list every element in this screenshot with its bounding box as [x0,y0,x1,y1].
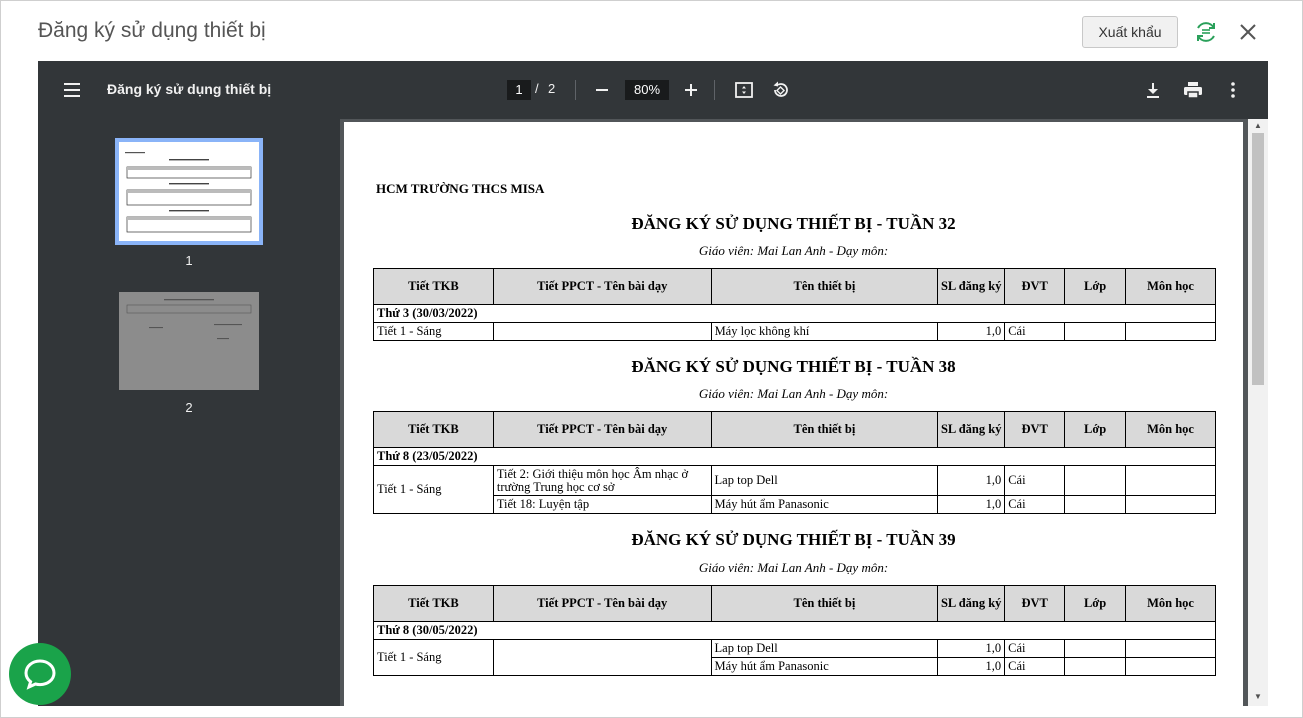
table-header-row [374,586,1216,622]
column-header: Môn học [1126,269,1216,305]
section-subtitle: Giáo viên: Mai Lan Anh - Dạy môn: [698,386,889,401]
plus-icon [683,82,699,98]
class-cell [1065,496,1126,514]
table-header-row [374,269,1216,305]
more-options-button[interactable] [1221,78,1245,102]
print-button[interactable] [1181,78,1205,102]
hamburger-icon [62,80,84,100]
refresh-button[interactable] [1192,18,1220,46]
quantity-cell: 1,0 [938,466,1005,496]
scrollbar-thumb[interactable] [1252,133,1264,385]
column-header: Tên thiết bị [711,269,938,305]
day-cell: Thứ 8 (23/05/2022) [374,448,1216,466]
close-icon [1238,22,1258,42]
unit-cell: Cái [1005,658,1065,676]
column-header: Tiết TKB [374,269,494,305]
print-icon [1183,81,1203,99]
section-title: ĐĂNG KÝ SỬ DỤNG THIẾT BỊ - TUẦN 32 [631,214,956,233]
quantity-cell: 1,0 [938,323,1005,341]
section-title: ĐĂNG KÝ SỬ DỤNG THIẾT BỊ - TUẦN 38 [631,357,956,376]
lesson-cell: Tiết 2: Giới thiệu môn học Âm nhạc ở trường Trung học cơ sở [493,466,711,496]
unit-cell: Cái [1005,496,1065,514]
chat-button[interactable] [9,643,71,705]
zoom-out-button[interactable] [590,78,614,102]
school-name: HCM TRƯỜNG THCS MISA [376,181,545,196]
zoom-input[interactable]: 80% [625,80,669,100]
column-header: Tiết TKB [374,412,494,448]
day-row [374,305,1216,323]
period-cell: Tiết 1 - Sáng [374,323,494,341]
chat-bubble-icon [23,657,57,691]
quantity-cell: 1,0 [938,658,1005,676]
download-icon [1144,81,1162,99]
export-button[interactable]: Xuất khẩu [1082,16,1178,48]
device-cell: Máy lọc không khí [711,323,938,341]
thumbnail-label-1: 1 [185,253,193,268]
column-header: SL đăng ký [938,269,1005,305]
day-row [374,448,1216,466]
column-header: Tiết PPCT - Tên bài dạy [493,269,711,305]
table-header-row [374,412,1216,448]
column-header: Môn học [1126,412,1216,448]
scroll-up-icon[interactable]: ▲ [1254,121,1262,130]
document-page [344,122,1243,706]
pdf-toolbar [38,61,1268,119]
close-button[interactable] [1234,18,1262,46]
unit-cell: Cái [1005,466,1065,496]
table-row [374,323,1216,341]
dialog-title: Đăng ký sử dụng thiết bị [38,19,266,42]
quantity-cell: 1,0 [938,496,1005,514]
registration-table [373,411,1216,514]
unit-cell: Cái [1005,640,1065,658]
toolbar-divider [714,80,715,100]
period-cell: Tiết 1 - Sáng [374,640,494,676]
thumbnail-label-2: 2 [185,400,193,415]
lesson-cell [493,323,711,341]
lesson-cell [493,640,711,676]
page-preview-image [119,292,259,390]
vertical-scrollbar[interactable] [1248,119,1268,706]
rotate-icon [770,80,790,100]
quantity-cell: 1,0 [938,640,1005,658]
subject-cell [1126,658,1216,676]
day-row [374,622,1216,640]
column-header: Tiết TKB [374,586,494,622]
viewer-title: Đăng ký sử dụng thiết bị [107,81,272,97]
period-cell: Tiết 1 - Sáng [374,466,494,514]
fit-page-icon [734,80,754,100]
column-header: Môn học [1126,586,1216,622]
refresh-icon [1193,19,1219,45]
registration-table [373,268,1216,341]
section-subtitle: Giáo viên: Mai Lan Anh - Dạy môn: [698,560,889,575]
column-header: SL đăng ký [938,412,1005,448]
class-cell [1065,323,1126,341]
subject-cell [1126,323,1216,341]
toolbar-divider [575,80,576,100]
column-header: ĐVT [1005,269,1065,305]
subject-cell [1126,640,1216,658]
lesson-cell: Tiết 18: Luyện tập [493,496,711,514]
column-header: Tiết PPCT - Tên bài dạy [493,586,711,622]
unit-cell: Cái [1005,323,1065,341]
thumbnail-page-2[interactable] [119,292,259,390]
column-header: SL đăng ký [938,586,1005,622]
page-separator: / [535,81,539,96]
class-cell [1065,640,1126,658]
download-button[interactable] [1141,78,1165,102]
rotate-button[interactable] [768,78,792,102]
day-cell: Thứ 3 (30/03/2022) [374,305,1216,323]
device-cell: Máy hút ẩm Panasonic [711,496,938,514]
table-row [374,466,1216,496]
column-header: Tiết PPCT - Tên bài dạy [493,412,711,448]
class-cell [1065,658,1126,676]
column-header: ĐVT [1005,412,1065,448]
column-header: Tên thiết bị [711,412,938,448]
menu-button[interactable] [62,80,84,100]
section-subtitle: Giáo viên: Mai Lan Anh - Dạy môn: [698,243,889,258]
more-vert-icon [1230,81,1236,99]
column-header: Tên thiết bị [711,586,938,622]
column-header: Lớp [1065,412,1126,448]
subject-cell [1126,496,1216,514]
device-cell: Máy hút ẩm Panasonic [711,658,938,676]
class-cell [1065,466,1126,496]
column-header: ĐVT [1005,586,1065,622]
pdf-viewer [38,61,1268,706]
subject-cell [1126,466,1216,496]
column-header: Lớp [1065,586,1126,622]
zoom-in-button[interactable] [679,78,703,102]
table-row [374,640,1216,658]
page-preview-image [119,142,259,241]
registration-table [373,585,1216,676]
thumbnail-sidebar [38,119,340,706]
section-title: ĐĂNG KÝ SỬ DỤNG THIẾT BỊ - TUẦN 39 [631,530,956,549]
thumbnail-page-1[interactable] [115,138,263,245]
table-row [374,496,1216,514]
page-number-input[interactable]: 1 [507,80,531,100]
scroll-down-icon[interactable]: ▼ [1254,692,1262,701]
page-view [340,119,1268,706]
minus-icon [594,82,610,98]
column-header: Lớp [1065,269,1126,305]
day-cell: Thứ 8 (30/05/2022) [374,622,1216,640]
device-cell: Lap top Dell [711,640,938,658]
device-cell: Lap top Dell [711,466,938,496]
fit-page-button[interactable] [732,78,756,102]
total-pages: 2 [548,81,556,96]
